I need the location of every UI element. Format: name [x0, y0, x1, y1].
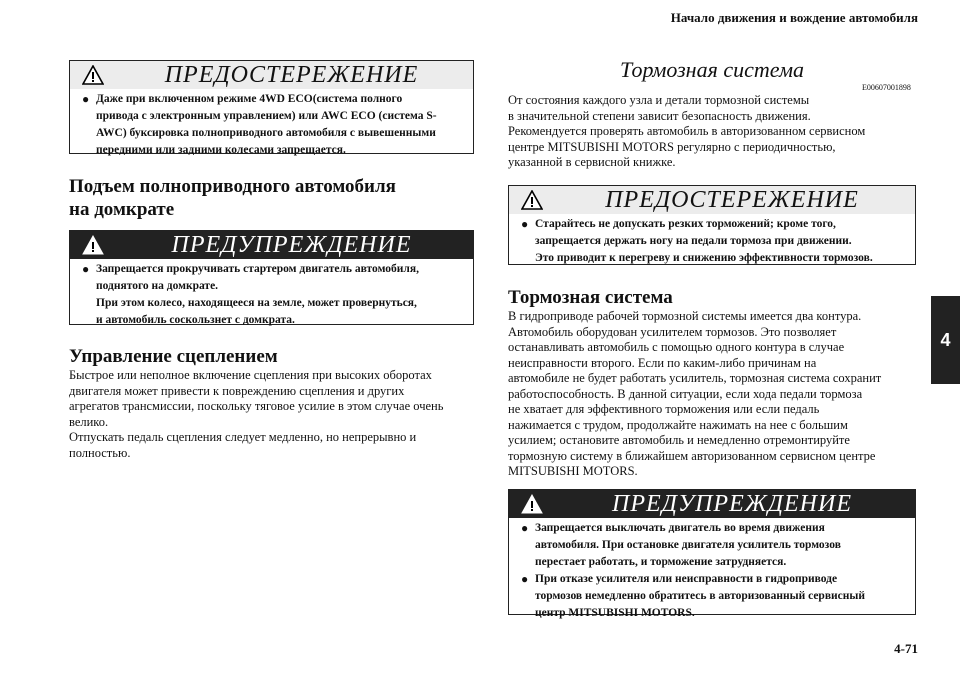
caution-title: ПРЕДОСТЕРЕЖЕНИЕ [605, 186, 859, 213]
warning-line: центр MITSUBISHI MOTORS. [535, 607, 695, 619]
caution-line: AWC) буксировка полноприводного автомобиля с вывешенными [96, 127, 436, 139]
text-line: От состояния каждого узла и детали тормозной системы [508, 93, 810, 107]
text-line: Автомобиль оборудован усилителем тормозов. Это позволяет [508, 324, 837, 339]
caution-item [521, 216, 905, 267]
warning-title: ПРЕДУПРЕЖДЕНИЕ [612, 490, 852, 517]
warning-line: тормозов немедленно обратитесь в авторизованный сервисный [535, 590, 866, 602]
brake-intro-paragraph [508, 93, 865, 171]
caution-header [70, 61, 473, 89]
brake-title: Тормозная система [620, 57, 804, 82]
text-line: тормозную систему в ближайшем авторизованном сервисном центре [508, 448, 876, 463]
brake-heading: Тормозная система [508, 287, 673, 308]
bullet-icon: ● [82, 92, 90, 106]
jack-heading [69, 175, 396, 221]
text-line: велико. [69, 414, 109, 429]
caution-header [509, 186, 915, 214]
warning-line: и автомобиль соскользнет с домкрата. [96, 314, 295, 326]
text-line: Быстрое или неполное включение сцепления при высоких оборотах [69, 368, 432, 382]
warning-line: Запрещается прокручивать стартером двигатель автомобиля, [96, 263, 419, 275]
warning-item [521, 571, 905, 622]
warning-item [521, 520, 905, 571]
text-line: нажимается с трудом, продолжайте нажимать на нее с большим [508, 417, 848, 432]
caution-title: ПРЕДОСТЕРЕЖЕНИЕ [164, 61, 419, 88]
bullet-icon: ● [521, 217, 529, 231]
text-line: полностью. [69, 445, 131, 460]
text-line: Рекомендуется проверять автомобиль в авторизованном сервисном [508, 124, 866, 138]
caution-item [82, 91, 463, 159]
warning-line: автомобиля. При остановке двигателя усилитель тормозов [535, 539, 841, 551]
running-header: Начало движения и вождение автомобиля [670, 10, 918, 25]
warning-line: При этом колесо, находящееся на земле, может провернуться, [96, 297, 417, 309]
text-line: работоспособность. В данной ситуации, если хода педали тормоза [508, 386, 863, 401]
chapter-tab: 4 [931, 296, 960, 384]
caution-line: Это приводит к перегреву и снижению эффективности тормозов. [535, 252, 873, 264]
text-line: центре MITSUBISHI MOTORS регулярно с периодичностью, [508, 139, 836, 154]
warning-header [70, 231, 473, 259]
warning-line: поднятого на домкрате. [96, 280, 219, 292]
clutch-heading: Управление сцеплением [69, 346, 278, 367]
warning-box-booster [508, 489, 916, 619]
warning-triangle-icon [521, 190, 543, 210]
text-line: усилием; остановите автомобиль и немедленно отремонтируйте [508, 433, 850, 447]
warning-item [82, 261, 463, 329]
warning-triangle-icon [82, 65, 104, 85]
text-line: в значительной степени зависит безопасность движения. [508, 108, 811, 123]
warning-box-jack [69, 230, 474, 325]
text-line: агрегатов трансмиссии, поскольку тяговое усилие в этом случае очень [69, 399, 444, 413]
text-line: неисправности второго. Если по каким-либо причинам на [508, 355, 817, 370]
text-line: двигателя может привести к повреждению сцепления и других [69, 383, 405, 398]
bullet-icon: ● [521, 521, 529, 535]
text-line: останавливать автомобиль с помощью одного контура в случае [508, 340, 845, 354]
bullet-icon: ● [82, 262, 90, 276]
bullet-icon: ● [521, 572, 529, 586]
caution-line: передними или задними колесами запрещается. [96, 144, 346, 156]
caution-box-braking [508, 185, 916, 265]
text-line: В гидроприводе рабочей тормозной системы имеется два контура. [508, 309, 862, 323]
caution-line: Даже при включенном режиме 4WD ECO(система полного [96, 93, 403, 105]
warning-line: При отказе усилителя или неисправности в гидроприводе [535, 573, 838, 585]
warning-line: Запрещается выключать двигатель во время движения [535, 522, 825, 534]
text-line: автомобиле не будет работать усилитель, тормозная система сохранит [508, 371, 882, 385]
jack-heading-line: на домкрате [69, 199, 175, 220]
text-line: MITSUBISHI MOTORS. [508, 464, 638, 478]
warning-triangle-icon [521, 494, 543, 514]
page-number: 4-71 [894, 641, 918, 656]
text-line: не хватает для эффективного торможения или если педаль [508, 402, 820, 416]
warning-triangle-icon [82, 235, 104, 255]
caution-line: запрещается держать ногу на педали тормоза при движении. [535, 235, 852, 247]
caution-line: привода с электронным управлением) или AWC ECO (система S- [96, 110, 437, 122]
warning-line: перестает работать, и торможение затрудняется. [535, 556, 787, 568]
text-line: Отпускать педаль сцепления следует медленно, но непрерывно и [69, 430, 417, 444]
section-code: E00607001898 [862, 83, 911, 92]
jack-heading-line: Подъем полноприводного автомобиля [69, 176, 396, 197]
caution-line: Старайтесь не допускать резких торможений; кроме того, [535, 218, 836, 230]
warning-header [509, 490, 915, 518]
text-line: указанной в сервисной книжке. [508, 155, 676, 169]
warning-title: ПРЕДУПРЕЖДЕНИЕ [171, 231, 412, 258]
brake-paragraph [508, 309, 881, 480]
clutch-paragraph [69, 368, 443, 461]
caution-box-awc [69, 60, 474, 154]
